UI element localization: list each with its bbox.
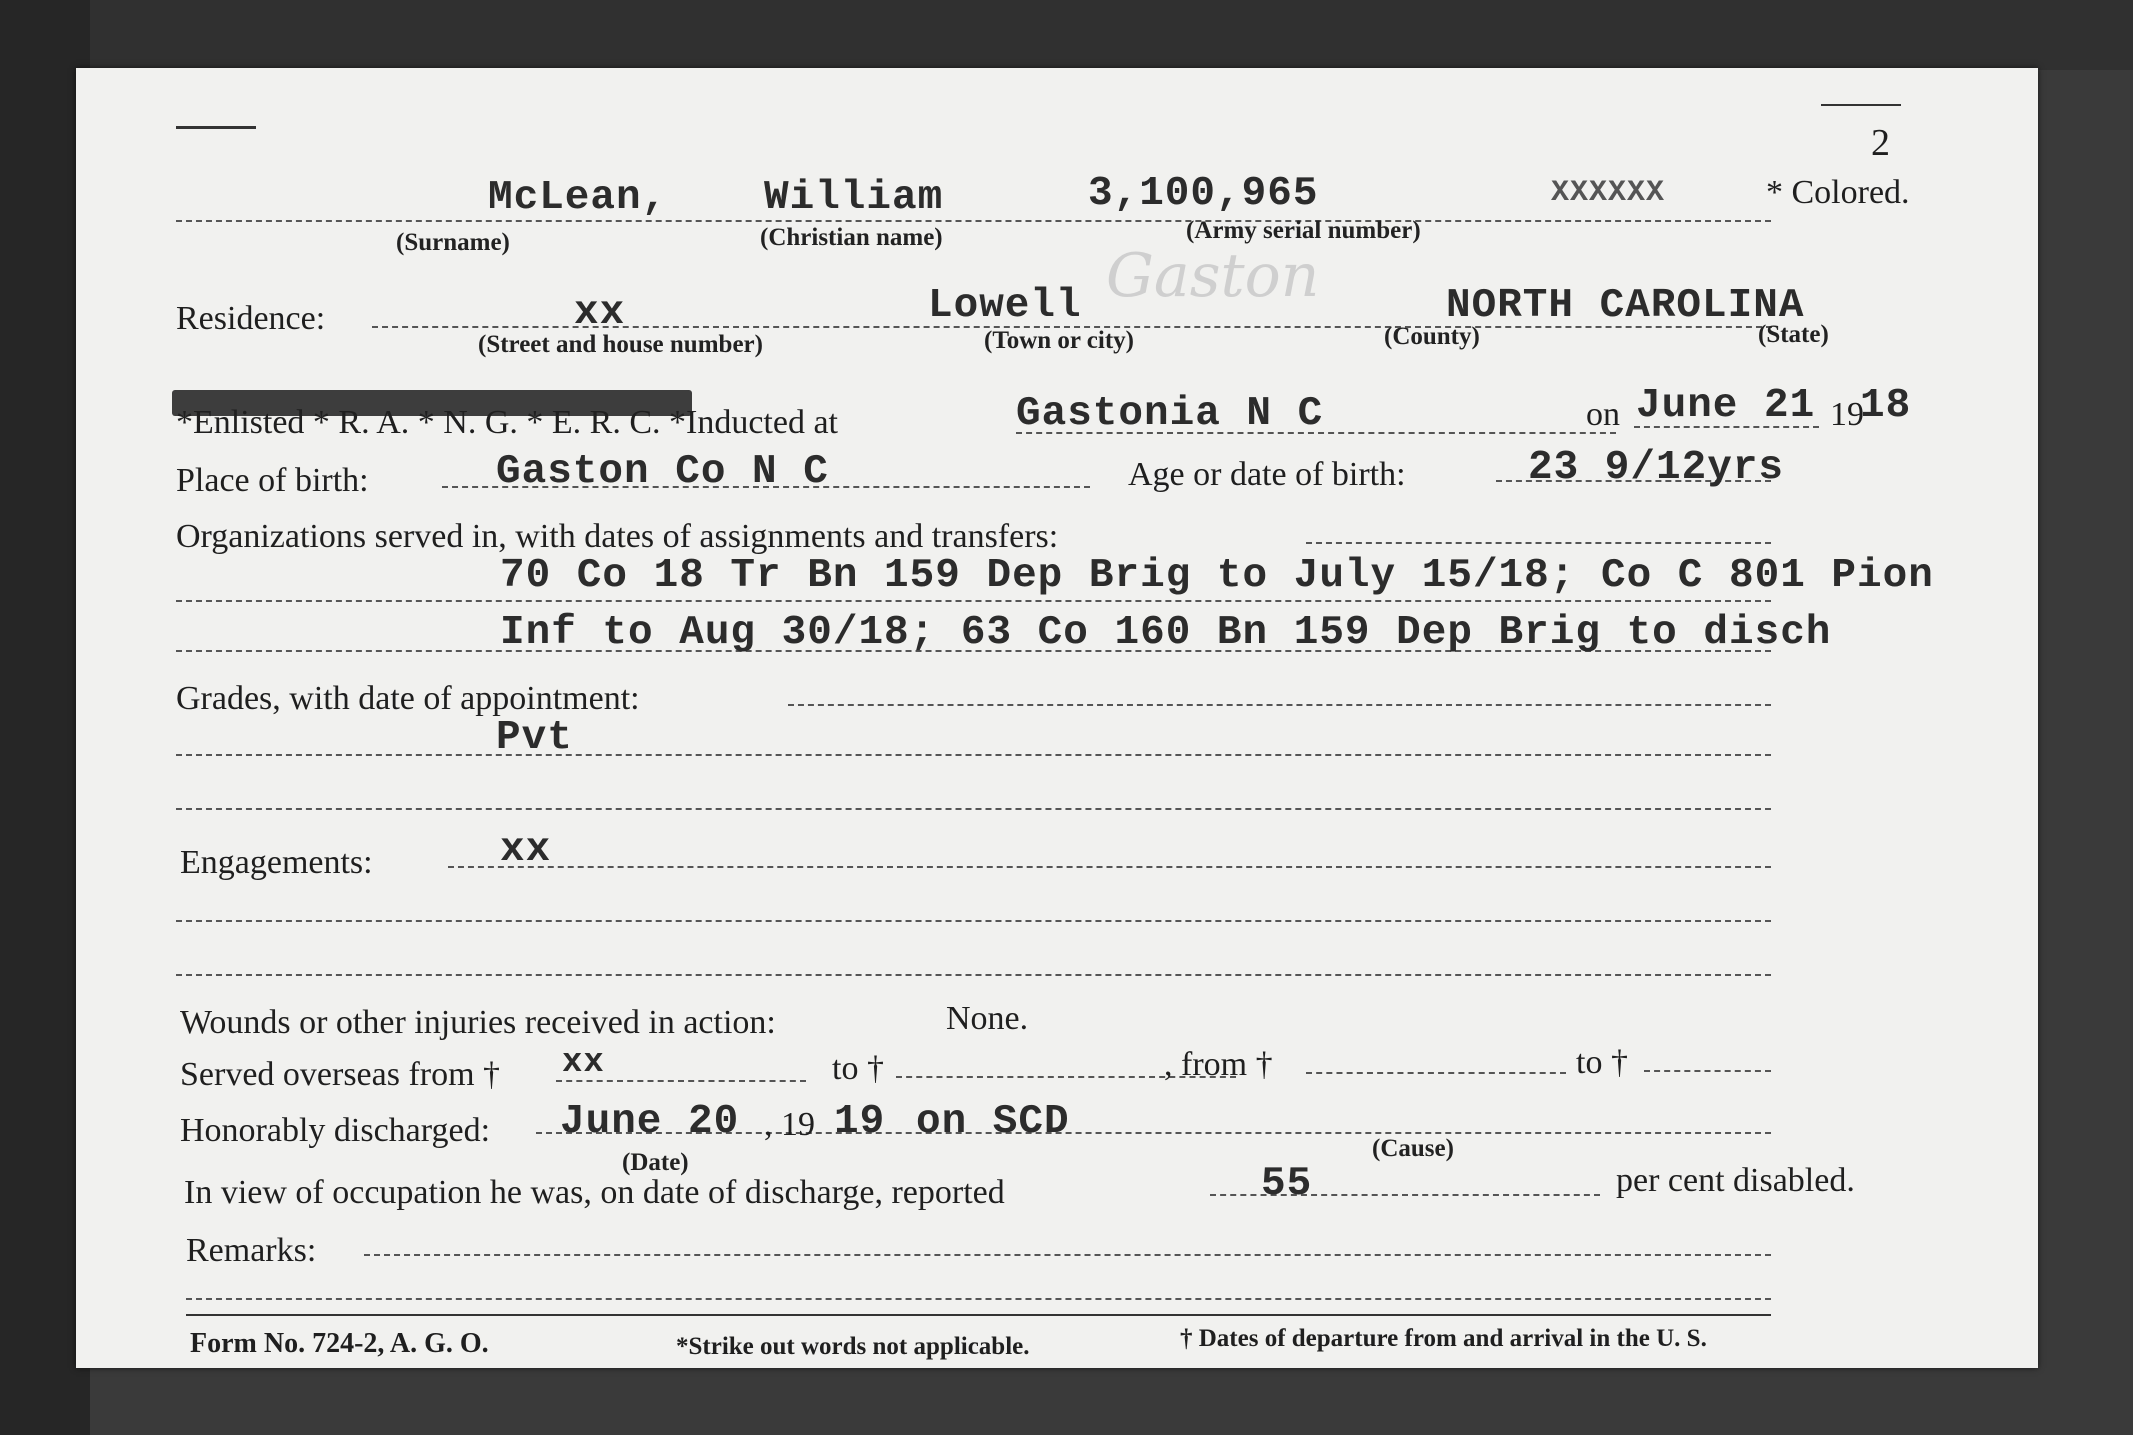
county-caption: (County): [1384, 323, 1480, 350]
colored-label: * Colored.: [1766, 174, 1910, 211]
organizations-label: Organizations served in, with dates of assignments and transfers:: [176, 518, 1059, 555]
age-value: 23 9/12yrs: [1528, 445, 1785, 491]
overseas-to2-line: [1644, 1070, 1771, 1072]
serial-number-value: 3,100,965: [1088, 171, 1319, 217]
discharge-cause-value: on SCD: [916, 1099, 1070, 1145]
wounds-label: Wounds or other injuries received in action:: [180, 1004, 776, 1041]
serial-number-caption: (Army serial number): [1186, 217, 1421, 244]
engagements-line-3: [176, 974, 1771, 976]
discharge-cause-caption: (Cause): [1372, 1135, 1454, 1162]
engagements-label: Engagements:: [180, 844, 373, 881]
induction-on-label: on: [1586, 396, 1620, 433]
name-line: [176, 220, 1771, 222]
organizations-line-2-value: Inf to Aug 30/18; 63 Co 160 Bn 159 Dep Brig to disch: [500, 610, 1832, 656]
induction-date-value: June 21: [1636, 383, 1816, 429]
footer-note-strike: *Strike out words not applicable.: [676, 1333, 1030, 1360]
grades-label-line: [788, 704, 1771, 706]
discharge-year-value: 19: [834, 1099, 886, 1145]
engagements-value: xx: [500, 827, 552, 873]
grades-label: Grades, with date of appointment:: [176, 680, 640, 717]
town-caption: (Town or city): [984, 327, 1134, 354]
discharge-label: Honorably discharged:: [180, 1112, 491, 1149]
town-value: Lowell: [928, 283, 1082, 329]
wounds-value: None.: [946, 1000, 1029, 1037]
colored-struck-out: XXXXXX: [1551, 176, 1666, 210]
state-caption: (State): [1758, 321, 1829, 348]
street-caption: (Street and house number): [478, 331, 763, 358]
organizations-line-1-value: 70 Co 18 Tr Bn 159 Dep Brig to July 15/18; Co C 801 Pion: [500, 553, 1934, 599]
place-of-birth-value: Gaston Co N C: [496, 449, 829, 495]
christian-name-caption: (Christian name): [760, 224, 943, 251]
page-number: 2: [1871, 122, 1890, 164]
overseas-from2-label: , from †: [1164, 1046, 1273, 1083]
disability-suffix: per cent disabled.: [1616, 1162, 1855, 1199]
residence-label: Residence:: [176, 300, 326, 337]
engagements-line-1: [448, 866, 1771, 868]
organizations-line-1: [176, 600, 1771, 602]
discharge-date-caption: (Date): [622, 1149, 689, 1176]
remarks-label: Remarks:: [186, 1232, 317, 1269]
service-record-card: [76, 68, 2038, 1368]
disability-value: 55: [1261, 1161, 1313, 1207]
overseas-from-label: Served overseas from †: [180, 1056, 501, 1093]
overseas-to2-label: to †: [1576, 1044, 1628, 1081]
discharge-date-value: June 20: [560, 1099, 740, 1145]
age-label: Age or date of birth:: [1128, 456, 1406, 493]
enlisted-inducted-label: *Enlisted * R. A. * N. G. * E. R. C. *Inducted at: [176, 404, 839, 441]
overseas-to-label: to †: [832, 1050, 884, 1087]
street-value: xx: [574, 290, 626, 336]
corner-rule-left: [176, 126, 256, 129]
grades-line-1: [176, 754, 1771, 756]
footer-rule: [186, 1314, 1771, 1316]
form-number: Form No. 724-2, A. G. O.: [190, 1328, 489, 1359]
surname-caption: (Surname): [396, 229, 510, 256]
remarks-line-1: [364, 1254, 1771, 1256]
place-of-birth-label: Place of birth:: [176, 462, 369, 499]
remarks-line-2: [186, 1298, 1771, 1300]
induction-place-value: Gastonia N C: [1016, 391, 1324, 437]
overseas-from-value: xx: [562, 1044, 605, 1082]
overseas-from2-line: [1306, 1072, 1566, 1074]
disability-label: In view of occupation he was, on date of discharge, reported: [184, 1174, 1005, 1211]
grades-value: Pvt: [496, 715, 573, 761]
surname-value: McLean,: [488, 175, 668, 221]
engagements-line-2: [176, 920, 1771, 922]
scanner-background-top: [0, 0, 2133, 70]
grades-line-2: [176, 808, 1771, 810]
corner-rule-right: [1821, 104, 1901, 106]
state-value: NORTH CAROLINA: [1446, 283, 1805, 329]
county-handwritten-value: Gaston: [1106, 241, 1320, 311]
organizations-label-line: [1306, 542, 1771, 544]
induction-year-suffix: 18: [1860, 383, 1912, 429]
discharge-year-prefix: , 19: [764, 1106, 815, 1143]
christian-name-value: William: [764, 175, 944, 221]
induction-year-prefix: 19: [1830, 396, 1864, 433]
footer-note-dates: † Dates of departure from and arrival in the U. S.: [1180, 1325, 1707, 1352]
